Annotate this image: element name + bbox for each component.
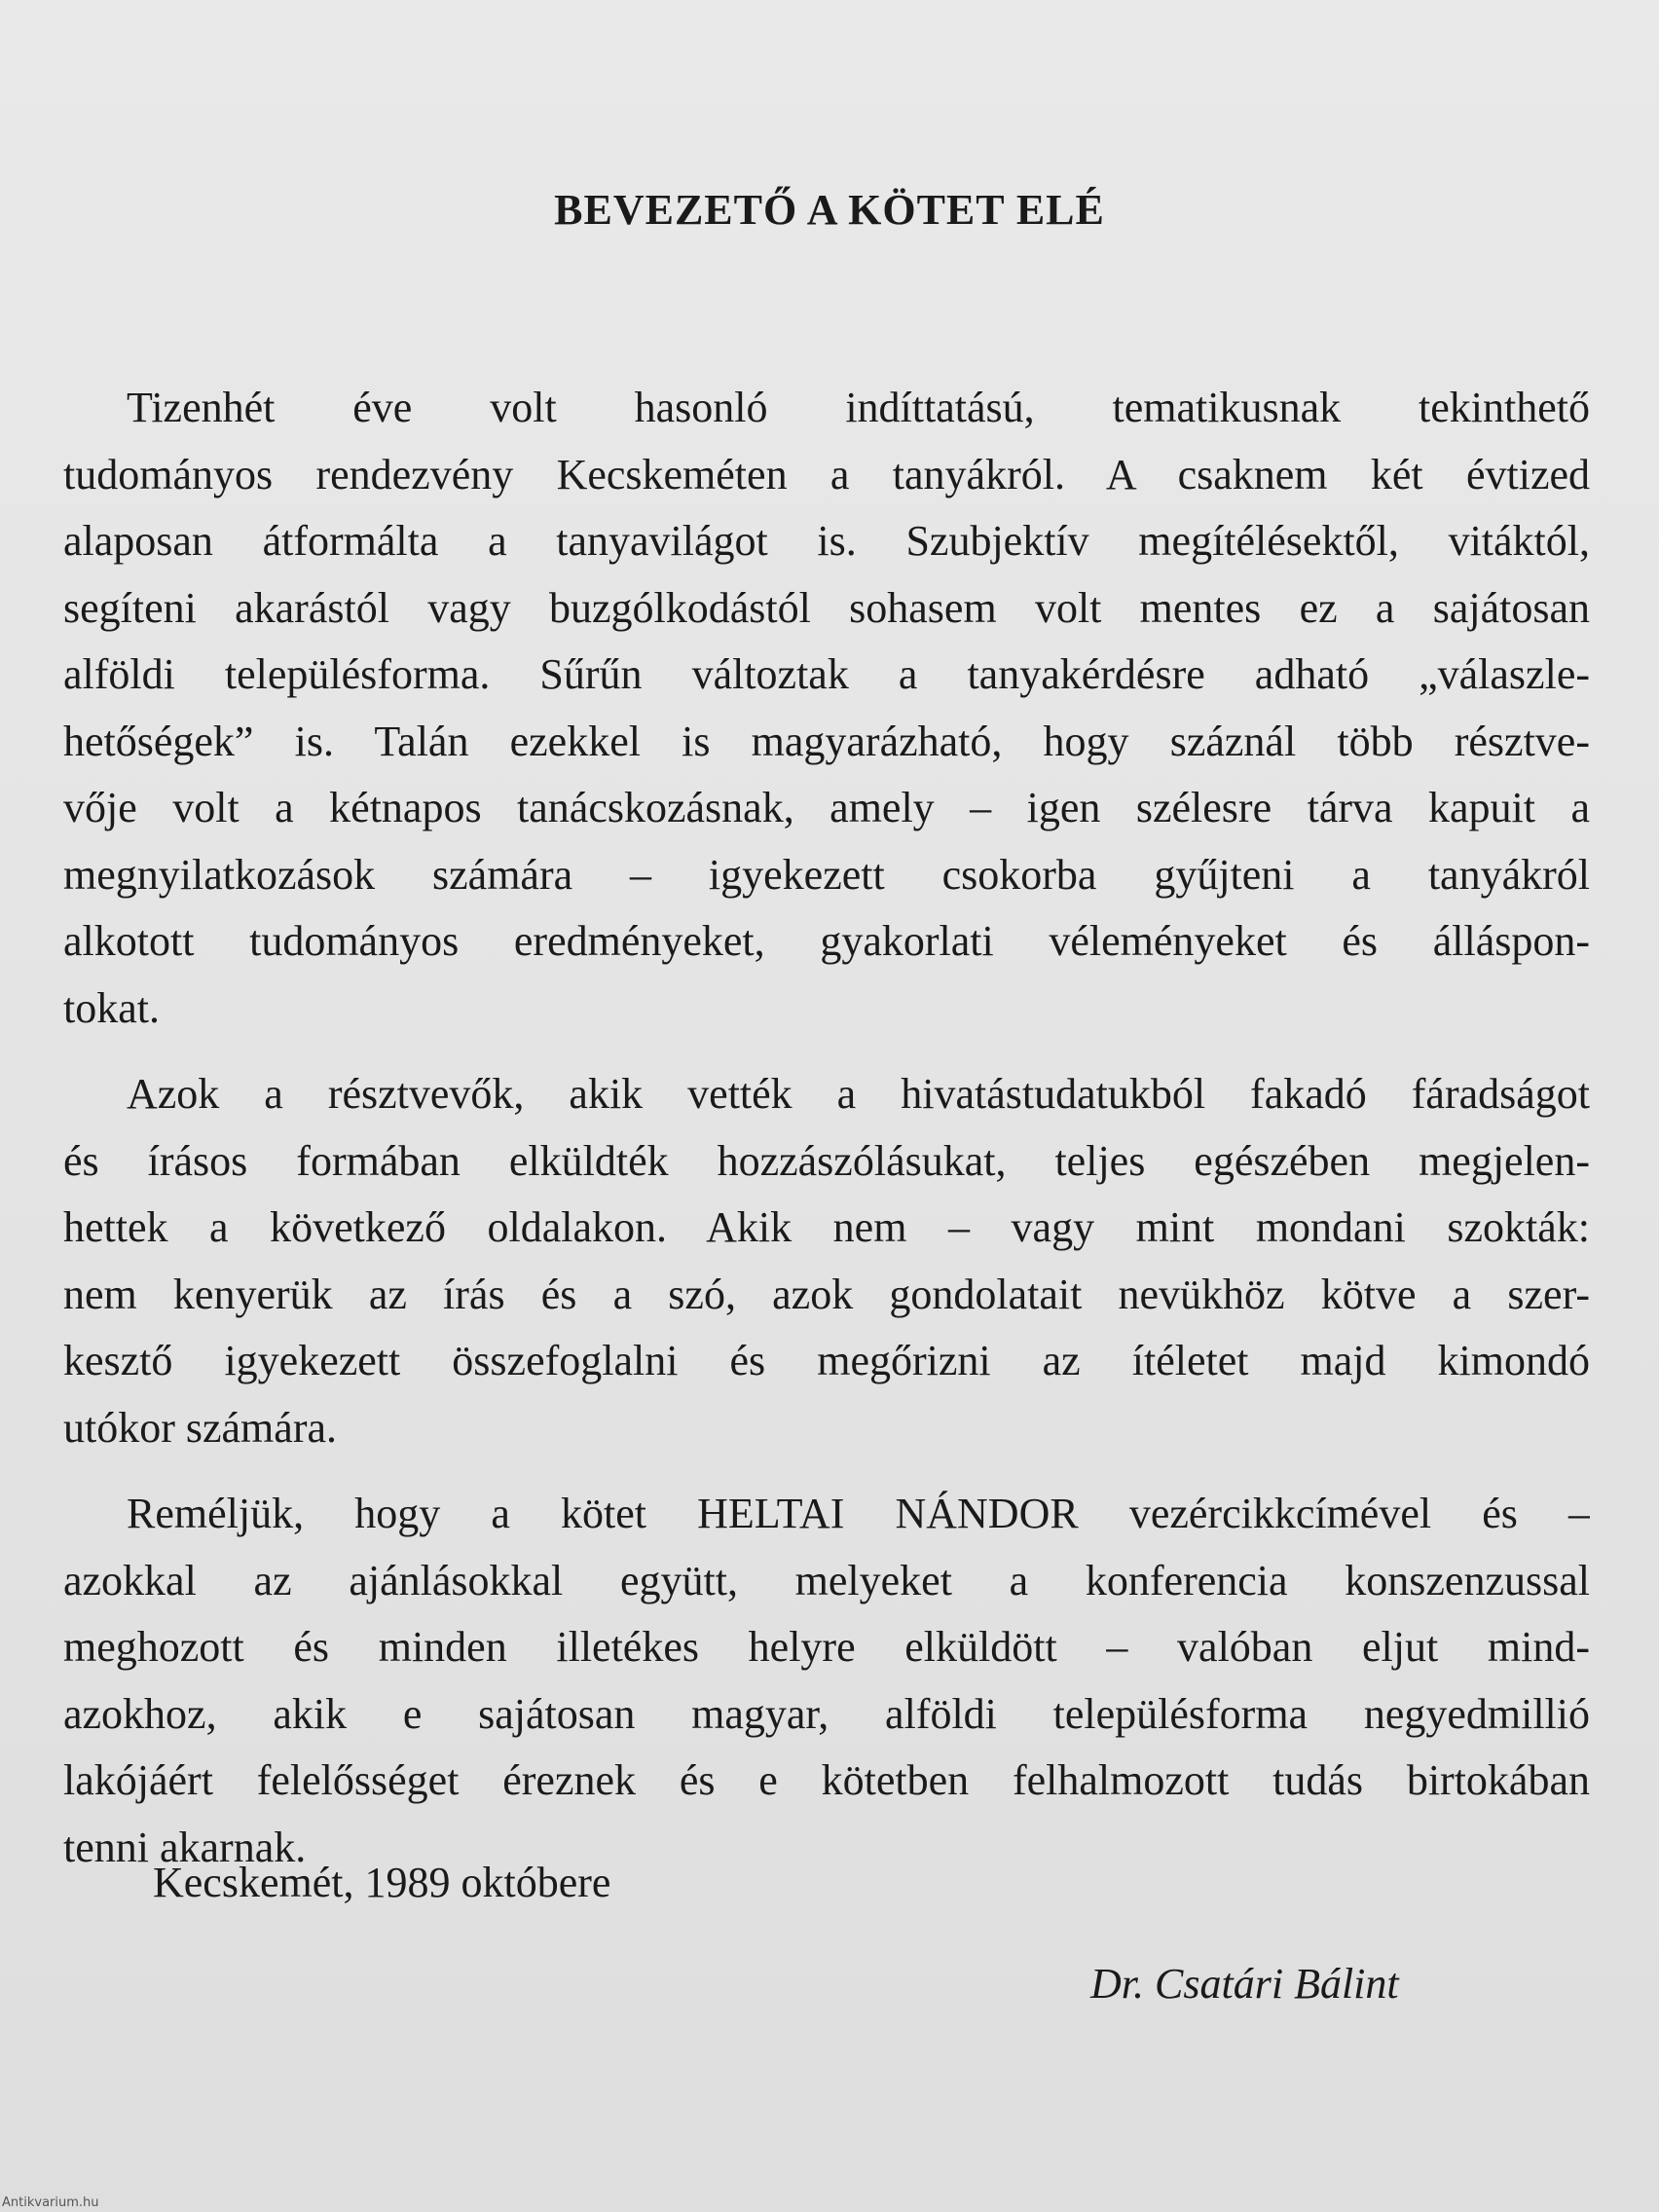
text-line: lakójáért felelősséget éreznek és e kötetben felhalmozott tudás birtokában (63, 1756, 1590, 1804)
author-signature: Dr. Csatári Bálint (1090, 1960, 1399, 2008)
watermark-text: Antikvarium.hu (2, 2195, 99, 2210)
text-line: Azok a résztvevők, akik vették a hivatástudatukból fakadó fáradságot (127, 1070, 1590, 1118)
text-line: tudományos rendezvény Kecskeméten a tanyákról. A csaknem két évtized (63, 450, 1590, 498)
text-line: hetőségek” is. Talán ezekkel is magyarázható, hogy száznál több résztve- (63, 717, 1590, 765)
text-line: hettek a következő oldalakon. Akik nem – vagy mint mondani szokták: (63, 1203, 1590, 1251)
text-line: tokat. (63, 983, 160, 1032)
text-line: tenni akarnak. (63, 1823, 307, 1871)
paragraph-1 (63, 375, 1590, 1042)
paragraph-3 (63, 1481, 1590, 1881)
text-line: Tizenhét éve volt hasonló indíttatású, tematikusnak tekinthető (127, 384, 1590, 431)
text-line: meghozott és minden illetékes helyre elküldött – valóban eljut mind- (63, 1623, 1590, 1671)
text-line: utókor számára. (63, 1403, 337, 1452)
text-line: nem kenyerük az írás és a szó, azok gondolatait nevükhöz kötve a szer- (63, 1270, 1590, 1318)
text-line: alaposan átformálta a tanyavilágot is. Szubjektív megítélésektől, vitáktól, (63, 517, 1590, 565)
paragraph-2 (63, 1061, 1590, 1461)
text-line: Reméljük, hogy a kötet HELTAI NÁNDOR vezércikkcímével és – (127, 1490, 1590, 1537)
text-line: azokkal az ajánlásokkal együtt, melyeket a konferencia konszenzussal (63, 1556, 1590, 1604)
document-title: BEVEZETŐ A KÖTET ELÉ (554, 186, 1105, 234)
text-line: kesztő igyekezett összefoglalni és megőrizni az ítéletet majd kimondó (63, 1337, 1590, 1384)
text-line: vője volt a kétnapos tanácskozásnak, amely – igen szélesre tárva kapuit a (63, 784, 1590, 831)
text-line: alkotott tudományos eredményeket, gyakorlati véleményeket és álláspon- (63, 917, 1590, 965)
text-line: segíteni akarástól vagy buzgólkodástól sohasem volt mentes ez a sajátosan (63, 583, 1590, 632)
document-body (63, 375, 1590, 1900)
text-line: és írásos formában elküldték hozzászólásukat, teljes egészében megjelen- (63, 1136, 1590, 1185)
place-date: Kecskemét, 1989 októbere (153, 1859, 611, 1906)
text-line: megnyilatkozások számára – igyekezett csokorba gyűjteni a tanyákról (63, 850, 1590, 899)
text-line: azokhoz, akik e sajátosan magyar, alföldi településforma negyedmillió (63, 1689, 1590, 1738)
text-line: alföldi településforma. Sűrűn változtak a tanyakérdésre adható „válaszle- (63, 650, 1590, 698)
